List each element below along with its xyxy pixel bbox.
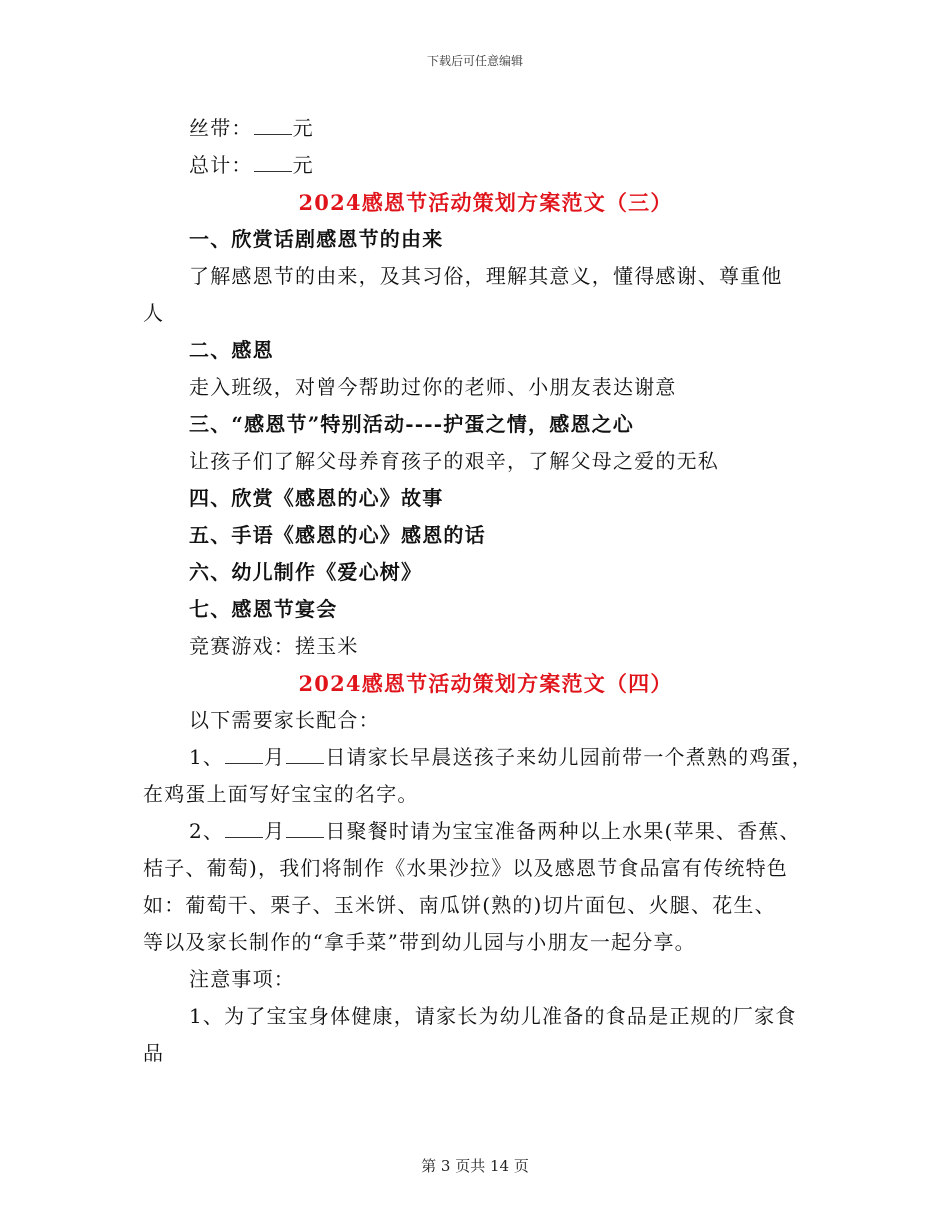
section4-item-2 (143, 813, 813, 850)
section3-paragraph-7: 竞赛游戏：搓玉米 (189, 634, 359, 658)
item2-prefix: 2、 (189, 819, 225, 843)
section3-heading-5: 五、手语《感恩的心》感恩的话 (189, 523, 486, 547)
total-unit: 元 (292, 153, 314, 177)
item2-month-blank (225, 819, 263, 838)
section3-paragraph-1: 了解感恩节的由来，及其习俗，理解其意义，懂得感谢、尊重他 (189, 264, 783, 288)
section3-heading-2: 二、感恩 (189, 338, 274, 362)
item1-text: 日请家长早晨送孩子来幼儿园前带一个煮熟的鸡蛋， (325, 745, 813, 769)
section4-item-1 (143, 739, 813, 776)
item2-day-blank (286, 819, 324, 838)
silk-unit: 元 (292, 116, 314, 140)
section4-title: 2024感恩节活动策划方案范文（四） (298, 671, 673, 696)
item2-month: 月 (264, 819, 286, 843)
section3-heading-6: 六、幼儿制作《爱心树》 (189, 560, 423, 584)
section4-notes-title: 注意事项： (189, 967, 295, 991)
item1-day-blank (286, 745, 324, 764)
item1-month: 月 (264, 745, 286, 769)
silk-label: 丝带： (189, 116, 253, 140)
section4-item-2-cont-1: 桔子、葡萄)，我们将制作《水果沙拉》以及感恩节食品富有传统特色 (143, 856, 789, 880)
item1-month-blank (225, 745, 263, 764)
section4-item-2-cont-2: 如：葡萄干、栗子、玉米饼、南瓜饼(熟的)切片面包、火腿、花生、 (143, 893, 776, 917)
section4-intro: 以下需要家长配合： (189, 708, 380, 732)
page-header: 下载后可任意编辑 (426, 54, 523, 68)
silk-line (143, 110, 813, 147)
section3-paragraph-1-cont: 人 (143, 301, 165, 325)
section4-item-2-cont-3: 等以及家长制作的“拿手菜”带到幼儿园与小朋友一起分享。 (143, 930, 696, 954)
total-blank (254, 153, 292, 172)
section3-heading-4: 四、欣赏《感恩的心》故事 (189, 486, 444, 510)
silk-blank (254, 116, 292, 135)
section4-note-1-cont: 品 (143, 1041, 165, 1065)
section3-heading-3: 三、“感恩节”特别活动----护蛋之情，感恩之心 (189, 412, 635, 436)
section4-note-1: 1、为了宝宝身体健康，请家长为幼儿准备的食品是正规的厂家食 (189, 1004, 797, 1028)
total-label: 总计： (189, 153, 253, 177)
section4-item-1-cont: 在鸡蛋上面写好宝宝的名字。 (143, 782, 419, 806)
item1-prefix: 1、 (189, 745, 225, 769)
section3-paragraph-3: 让孩子们了解父母养育孩子的艰辛，了解父母之爱的无私 (189, 449, 719, 473)
section3-heading-7: 七、感恩节宴会 (189, 597, 338, 621)
document-body (143, 110, 813, 1072)
section3-paragraph-2: 走入班级，对曾今帮助过你的老师、小朋友表达谢意 (189, 375, 677, 399)
total-line (143, 147, 813, 184)
section3-title: 2024感恩节活动策划方案范文（三） (298, 190, 673, 215)
item2-text: 日聚餐时请为宝宝准备两种以上水果(苹果、香蕉、 (325, 819, 801, 843)
section3-heading-1: 一、欣赏话剧感恩节的由来 (189, 227, 444, 251)
page-footer: 第 3 页共 14 页 (421, 1157, 529, 1175)
